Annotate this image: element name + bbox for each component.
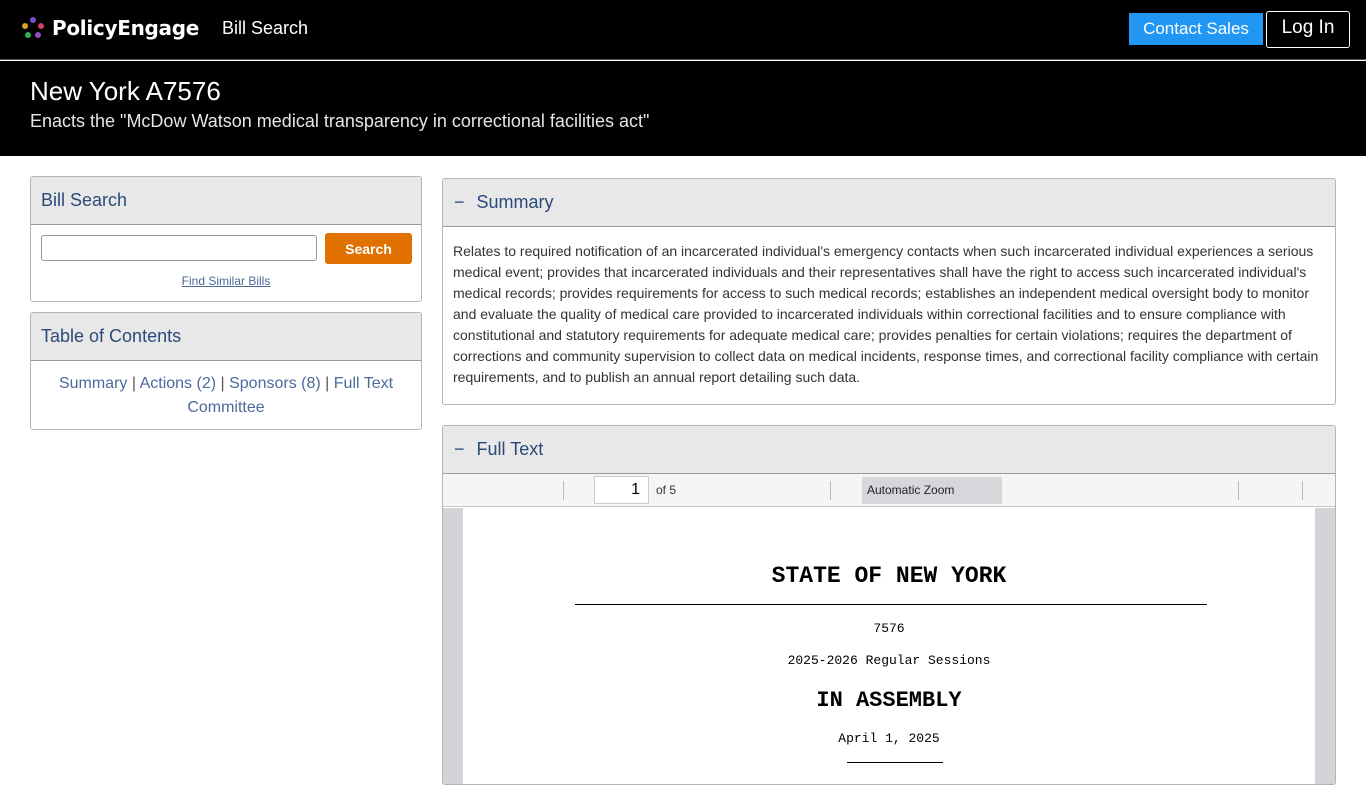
brand-logo[interactable]: [22, 15, 199, 41]
document-state-heading: STATE OF NEW YORK: [771, 563, 1007, 589]
divider: [847, 762, 943, 763]
toc-link-sponsors[interactable]: Sponsors (8): [229, 375, 321, 392]
page-count-label: of 5: [656, 483, 677, 497]
summary-heading: Summary: [476, 192, 554, 212]
summary-header[interactable]: [443, 179, 1335, 227]
page-title: New York A7576: [30, 76, 221, 106]
document-bill-number: 7576: [873, 621, 905, 636]
toc-heading: Table of Contents: [31, 313, 421, 361]
summary-text: Relates to required notification of an incarcerated individual's emergency contacts when such incarcerated individual experiences a serious medical event; provides that incarcerated individuals and their representatives shall have the right to access such incarcerated individual's medical records; provides requirements for access to such medical records; establishes an independent medical oversight body to monitor and evaluate the quality of medical care provided to incarcerated individuals within correctional facilities and to ensure compliance with constitutional and statutory requirements for adequate medical care; provides penalties for certain violations; requires the department of corrections and community supervision to collect data on medical incidents, response times, and correctional facility compliance with certain requirements, and to publish an annual report detailing such data.: [453, 243, 1319, 385]
brand-name: PolicyEngage: [52, 16, 199, 40]
pdf-toolbar: [443, 474, 1335, 507]
toc-separator: |: [325, 375, 330, 392]
bill-search-panel: [30, 176, 422, 302]
nav-bill-search-link[interactable]: Bill Search: [222, 18, 309, 38]
full-text-header[interactable]: [443, 426, 1335, 474]
full-text-heading: Full Text: [476, 439, 544, 459]
summary-panel: [442, 178, 1336, 405]
bill-search-heading: Bill Search: [31, 177, 421, 225]
toc-separator: |: [220, 375, 225, 392]
log-in-button[interactable]: Log In: [1266, 11, 1350, 48]
document-session: 2025-2026 Regular Sessions: [787, 653, 991, 668]
collapse-icon[interactable]: −: [454, 439, 465, 459]
search-button[interactable]: Search: [325, 233, 412, 264]
logo-dots-icon: [22, 17, 44, 39]
collapse-icon[interactable]: −: [454, 192, 465, 212]
toc-link-committee[interactable]: Committee: [187, 399, 265, 416]
document-date: April 1, 2025: [838, 731, 940, 746]
toolbar-separator: [1238, 481, 1239, 500]
pdf-page: [463, 508, 1315, 785]
toolbar-separator: [563, 481, 564, 500]
toc-link-actions[interactable]: Actions (2): [139, 375, 217, 392]
bill-header: [0, 61, 1366, 156]
divider: [575, 604, 1207, 605]
contact-sales-button[interactable]: Contact Sales: [1129, 13, 1263, 45]
toc-link-full-text[interactable]: Full Text: [333, 375, 394, 392]
toolbar-separator: [1302, 481, 1303, 500]
page-number-input[interactable]: [594, 476, 649, 504]
table-of-contents-panel: [30, 312, 422, 430]
zoom-select[interactable]: Automatic Zoom: [862, 477, 1002, 504]
top-navbar: [0, 0, 1366, 60]
pdf-viewer[interactable]: [443, 508, 1335, 785]
toolbar-separator: [830, 481, 831, 500]
bill-search-input[interactable]: [41, 235, 317, 261]
toc-links: [31, 361, 421, 420]
find-similar-bills-link[interactable]: Find Similar Bills: [181, 274, 271, 288]
document-chamber: IN ASSEMBLY: [816, 688, 962, 713]
bill-subtitle: Enacts the "McDow Watson medical transparency in correctional facilities act": [30, 111, 650, 131]
toc-link-summary[interactable]: Summary: [58, 375, 128, 392]
toc-separator: |: [131, 375, 137, 392]
full-text-panel: [442, 425, 1336, 785]
